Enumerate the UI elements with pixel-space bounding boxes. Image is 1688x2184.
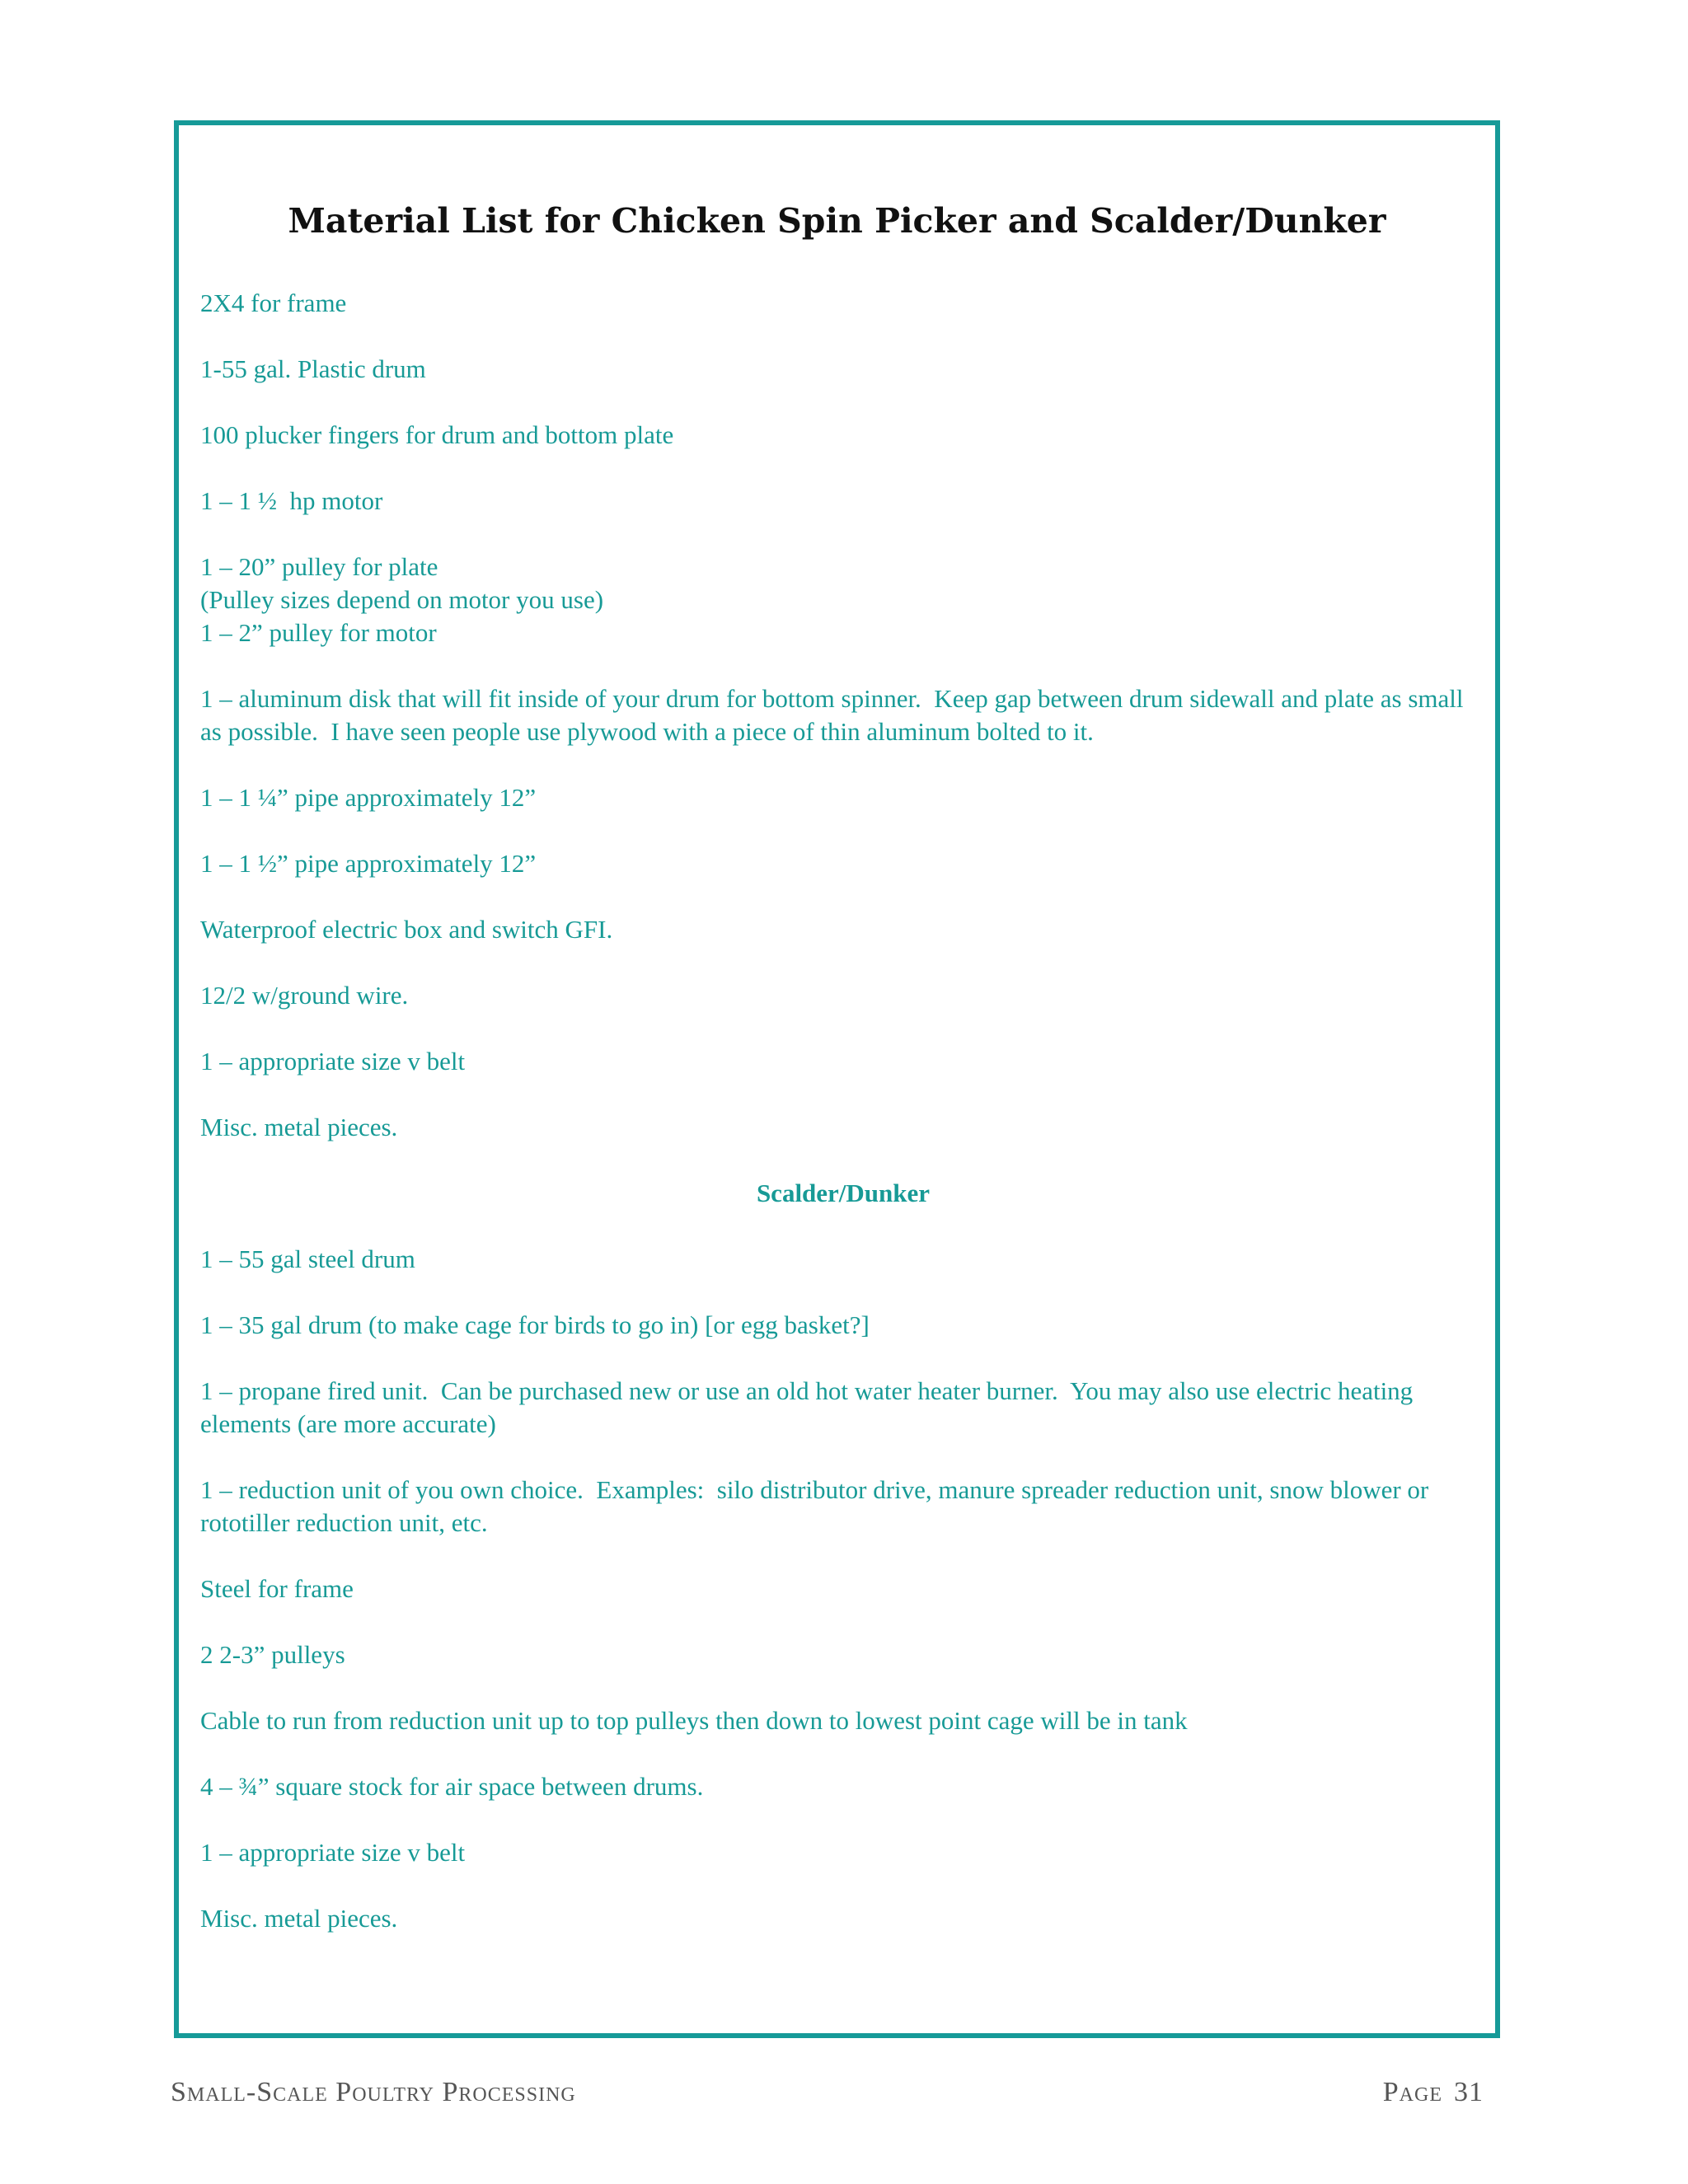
list-item: 1-55 gal. Plastic drum xyxy=(200,354,426,383)
list-item: 1 – reduction unit of you own choice. Examples: silo distributor drive, manure spreader reduction unit, snow blower or rototiller reduction unit, etc. xyxy=(200,1475,1435,1537)
list-item: 4 – ¾” square stock for air space between drums. xyxy=(200,1772,704,1801)
list-item: 2X4 for frame xyxy=(200,288,347,317)
section-heading-scalder-dunker: Scalder/Dunker xyxy=(756,1179,931,1207)
list-item: 1 – aluminum disk that will fit inside of your drum for bottom spinner. Keep gap between drum sidewall and plate as small as possible. I have seen people use plywood with a piece of thin aluminum bolted to it. xyxy=(200,684,1470,746)
list-item: Steel for frame xyxy=(200,1574,354,1603)
list-item: 100 plucker fingers for drum and bottom plate xyxy=(200,420,674,449)
list-item: Waterproof electric box and switch GFI. xyxy=(200,915,613,944)
list-item: 1 – 1 ¼” pipe approximately 12” xyxy=(200,783,537,812)
list-item: 12/2 w/ground wire. xyxy=(200,981,409,1010)
footer-page-label: Page xyxy=(1382,2077,1442,2107)
list-item: 2 2-3” pulleys xyxy=(200,1640,345,1669)
page-title: Material List for Chicken Spin Picker and Scalder/Dunker xyxy=(288,201,1386,241)
list-item: 1 – appropriate size v belt xyxy=(200,1838,466,1867)
list-item: 1 – 1 ½” pipe approximately 12” xyxy=(200,849,537,878)
footer-page-indicator xyxy=(1383,2077,1484,2108)
list-item: Cable to run from reduction unit up to top pulleys then down to lowest point cage will be in tank xyxy=(200,1706,1188,1735)
list-item: Misc. metal pieces. xyxy=(200,1113,398,1141)
list-item: 1 – 35 gal drum (to make cage for birds to go in) [or egg basket?] xyxy=(200,1310,870,1339)
footer-page-number: 31 xyxy=(1454,2077,1484,2107)
content-frame xyxy=(174,120,1500,2038)
list-item: 1 – propane fired unit. Can be purchased new or use an old hot water heater burner. You may also use electric heating elements (are more accurate) xyxy=(200,1376,1419,1438)
list-item: 1 – 1 ½ hp motor xyxy=(200,486,383,515)
list-item: 1 – appropriate size v belt xyxy=(200,1047,466,1076)
material-list xyxy=(200,287,1486,1968)
list-item: 1 – 20” pulley for plate (Pulley sizes depend on motor you use) 1 – 2” pulley for motor xyxy=(200,552,604,647)
list-item: 1 – 55 gal steel drum xyxy=(200,1244,415,1273)
footer-publication-title: Small-Scale Poultry Processing xyxy=(171,2077,576,2107)
list-item: Misc. metal pieces. xyxy=(200,1904,398,1933)
